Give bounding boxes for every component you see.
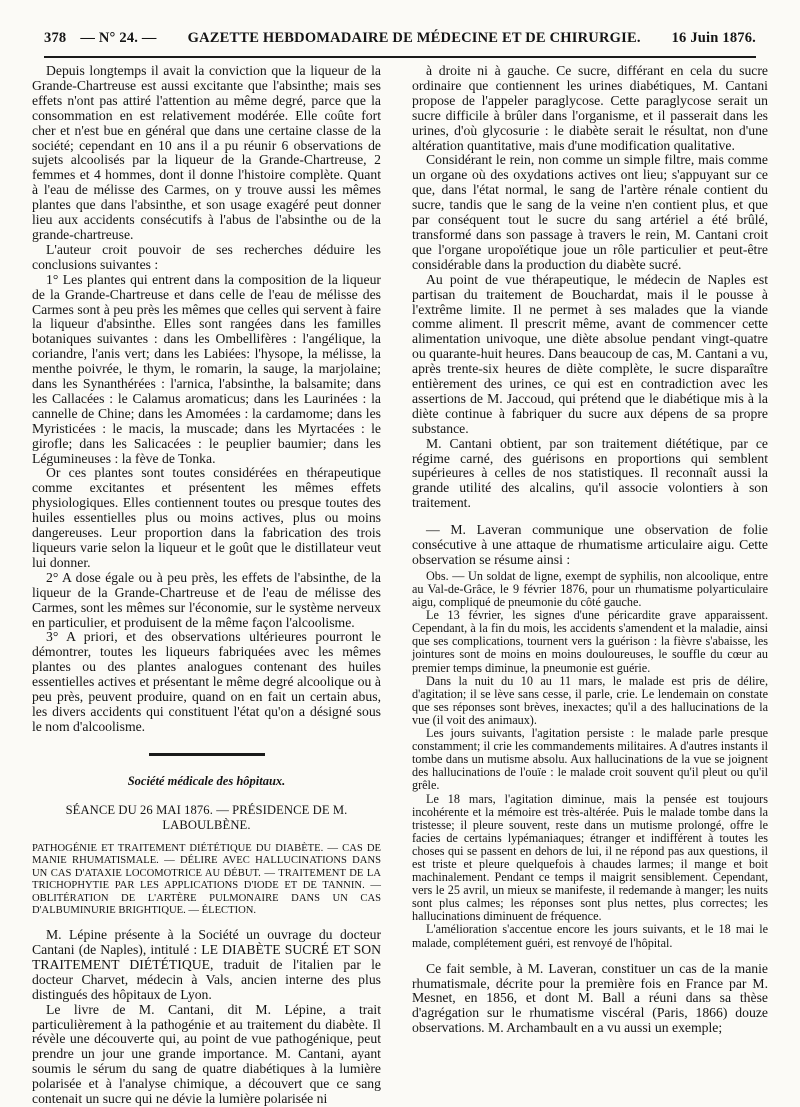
page-header — [44, 30, 756, 58]
observation-paragraph: L'amélioration s'accentue encore les jours suivants, et le 18 mai le malade, complétement guéri, est renvoyé de l'hôpital. — [412, 922, 768, 950]
paragraph: à droite ni à gauche. Ce sucre, différant en cela du sucre ordinaire que contiennent les urines diabétiques, M. Cantani propose de l'appeler paraglycose. Cette paraglycose serait un sucre difficile à brûler dans l'organisme, et il passerait dans les urines, d'où glycosurie : le diabète serait le résultat, non d'une altération quantitative, mais d'une modification qualitative. — [412, 63, 768, 153]
paragraph: 3° A priori, et des observations ultérieures pourront le démontrer, toutes les liqueurs fabriquées avec les mêmes plantes ou des plantes analogues contenant des huiles essentielles actives et présentant le même degré alcoolique ou à peu près, peuvent produire, quand on en fait un certain abus, les divers accidents qui constituent l'état qu'on a désigné sous le nom d'alcoolisme. — [32, 629, 381, 734]
issue-date: 16 Juin 1876. — [671, 30, 756, 46]
observation-paragraph: Le 13 février, les signes d'une péricardite grave apparaissent. Cependant, à la fin du mois, les accidents s'amendent et la maladie, ainsi que ses complications, tournent vers la guérison : la fièvre s'abaisse, les jointures sont de moins en moins douloureuses, le souffle du cœur au premier temps diminue, la pneumonie est guérie. — [412, 608, 768, 675]
paragraph: Le livre de M. Cantani, dit M. Lépine, a trait particulièrement à la pathogénie et au traitement du diabète. Il révèle une découverte qui, au point de vue pathogénique, peut prendre un jour une grande importance. M. Cantani, ayant soumis le sérum du sang de quatre diabétiques à la lumière polarisée et à l'analyse chimique, a découvert que ce sang contenait un sucre qui ne dévie la lumière polarisée ni — [32, 1001, 381, 1107]
paragraph: 1° Les plantes qui entrent dans la composition de la liqueur de la Grande-Chartreuse et dans celle de l'eau de mélisse des Carmes sont à peu près les mêmes que celles qui servent à faire la liqueur d'absinthe. Elles sont rangées dans les familles botaniques suivantes : dans les Ombellifères : l'angélique, la coriandre, l'anis vert; dans les Labiées: l'hysope, la mélisse, la menthe poivrée, le thym, le romarin, la sauge, la marjolaine; dans les Synanthérées : l'arnica, l'absinthe, la balsamite; dans les Callacées : le Calamus aromaticus; dans les Laurinées : la cannelle de Chine; dans les Amomées : la cardamome; dans les Myristicées : le macis, la muscade; dans les Myrtacées : le girofle; dans les Salicacées : le peuplier baumier; dans les Légumineuses : la fève de Tonka. — [32, 271, 381, 466]
spacer — [412, 950, 768, 962]
paragraph: 2° A dose égale ou à peu près, les effets de l'absinthe, de la liqueur de la Grande-Chartreuse et de l'eau de mélisse des Carmes, sont les mêmes sur l'économie, sur le système nerveux en particulier, et produisent de la même façon l'alcoolisme. — [32, 569, 381, 630]
paragraph: M. Cantani obtient, par son traitement diététique, par ce régime carné, des guérisons en proportions qui semblent supérieures à celles de nos statistiques. Il reconnaît aussi la grande utilité des alcalins, qu'il associe volontiers à son traitement. — [412, 435, 768, 511]
page-number: 378 — [44, 30, 67, 46]
observation-paragraph: Obs. — Un soldat de ligne, exempt de syphilis, non alcoolique, entre au Val-de-Grâce, le 9 février 1876, pour un rhumatisme polyarticulaire aigu, compliqué de pneumonie du côté gauche. — [412, 568, 768, 610]
paragraph: Au point de vue thérapeutique, le médecin de Naples est partisan du traitement de Bouchardat, mais il le pousse à l'extrême limite. Il ne permet à ses malades que la viande comme aliment. Il prescrit même, avant de commencer cette alimentation univoque, une diète absolue pendant vingt-quatre ou quarante-huit heures. Dans beaucoup de cas, M. Cantani a vu, après trente-six heures de diète complète, le sucre disparaître entièrement des urines, ce qui est en contradiction avec les assertions de M. Jaccoud, qui prétend que le diabétique mis à la diète continue à fabriquer du sucre aux dépens de sa propre substance. — [412, 271, 768, 436]
paragraph: Ce fait semble, à M. Laveran, constituer un cas de la manie rhumatismale, décrite pour la première fois en France par M. Mesnet, en 1856, et dont M. Ball a réuni dans sa thèse d'agrégation sur le rhumatisme viscéral (Paris, 1866) douze observations. M. Archambault en a vu aussi un exemple; — [412, 960, 768, 1036]
paragraph: Depuis longtemps il avait la conviction que la liqueur de la Grande-Chartreuse est aussi excitante que l'absinthe; mais ses effets n'ont pas attiré l'attention au même degré, parce que la consommation en est relativement modérée. Elle coûte fort cher et n'est bue en général que dans une certaine classe de la société; cependant en 10 ans il a pu réunir 6 observations de sujets alcoolisés par la liqueur de la Grande-Chartreuse, 2 femmes et 4 hommes, dont il donne l'histoire complète. Quant à l'eau de mélisse des Carmes, on y trouve aussi les mêmes plantes que dans l'absinthe, et son usage exagéré peut donner lieu aux accidents consécutifs à l'abus de l'absinthe ou de la grande-chartreuse. — [32, 63, 381, 242]
paragraph: Considérant le rein, non comme un simple filtre, mais comme un organe où des oxydations actives ont lieu; s'appuyant sur ce que, dans l'état normal, le sang de l'artère rénale contient du sucre, tandis que le sang de la veine n'en contient plus, et que par conséquent tout le sucre du sang artériel a été brûlé, transformé dans son passage à travers le rein, M. Cantani croit que l'organe uropoïétique joue un rôle particulier et peut-être considérable dans la production du diabète sucré. — [412, 152, 768, 272]
left-column — [32, 64, 381, 1107]
paragraph: — M. Laveran communique une observation de folie consécutive à une attaque de rhumatisme articulaire aigu. Cette observation se résume ainsi : — [412, 522, 768, 567]
section-divider — [149, 753, 265, 756]
observation-paragraph: Les jours suivants, l'agitation persiste : le malade parle presque constamment; il crie les commandements militaires. A d'autres instants il tombe dans un mutisme absolu. Aux hallucinations de la vue se joignent des hallucinations de l'ouïe : le malade croit souvent qu'il pleut ou qu'il grêle. — [412, 726, 768, 793]
issue-number: — N° 24. — — [80, 30, 157, 46]
session-heading: SÉANCE DU 26 MAI 1876. — PRÉSIDENCE DE M. LABOULBÈNE. — [65, 802, 348, 832]
journal-title: GAZETTE HEBDOMADAIRE DE MÉDECINE ET DE CHIRURGIE. — [187, 30, 641, 46]
right-column — [412, 64, 768, 1036]
observation-paragraph: Le 18 mars, l'agitation diminue, mais la pensée est toujours incohérente et la mémoire est très-altérée. Puis le malade tombe dans la tristesse; il pleure souvent, reste dans un mutisme prolongé, offre le facies de certains lypémaniaques; étranger et indifférent à toutes les choses qui se passent en dehors de lui, il ne répond pas aux questions, il est triste et pleure quelquefois à chaudes larmes; il mange et boit machinalement. Pendant ce temps il maigrit sensiblement. Cependant, vers le 25 avril, un mieux se manifeste, il redemande à manger; les nuits sont plus calmes; les réponses sont plus nettes, plus correctes; les hallucinations diminuent de fréquence. — [412, 791, 768, 924]
society-heading: Société médicale des hôpitaux. — [127, 773, 286, 788]
paragraph: Or ces plantes sont toutes considérées en thérapeutique comme excitantes et présentent les mêmes effets physiologiques. Elles contiennent toutes ou presque toutes des huiles essentielles plus ou moins actives, plus ou moins dangereuses. Leur proportion dans la fabrication des trois liqueurs varie selon la liqueur et le goût que le distillateur veut lui donner. — [32, 465, 381, 570]
observation-paragraph: Dans la nuit du 10 au 11 mars, le malade est pris de délire, d'agitation; il se lève sans cesse, il parle, crie. Le lendemain on constate que ses réponses sont brèves, inexactes; qu'il a des hallucinations de la vue (il voit des animaux). — [412, 673, 768, 727]
paragraph: M. Lépine présente à la Société un ouvrage du docteur Cantani (de Naples), intitulé : LE DIABÈTE SUCRÉ ET SON TRAITEMENT DIÉTÉTIQUE, traduit de l'italien par le docteur Charvet, médecin à Vals, ancien interne des plus distingués des hôpitaux de Lyon. — [32, 927, 381, 1002]
paragraph: L'auteur croit pouvoir de ses recherches déduire les conclusions suivantes : — [32, 241, 381, 272]
session-summary: PATHOGÉNIE ET TRAITEMENT DIÉTÉTIQUE DU DIABÈTE. — CAS DE MANIE RHUMATISMALE. — DÉLIRE AVEC HALLUCINATIONS DANS UN CAS D'ATAXIE LOCOMOTRICE AU DÉBUT. — TRAITEMENT DE LA TRICHOPHYTIE PAR LES APPLICATIONS D'IODE ET DE TANNIN. — OBLITÉRATION DE L'ARTÈRE PULMONAIRE DANS UN CAS D'ALBUMINURIE BRIGHTIQUE. — ÉLECTION. — [32, 842, 381, 917]
